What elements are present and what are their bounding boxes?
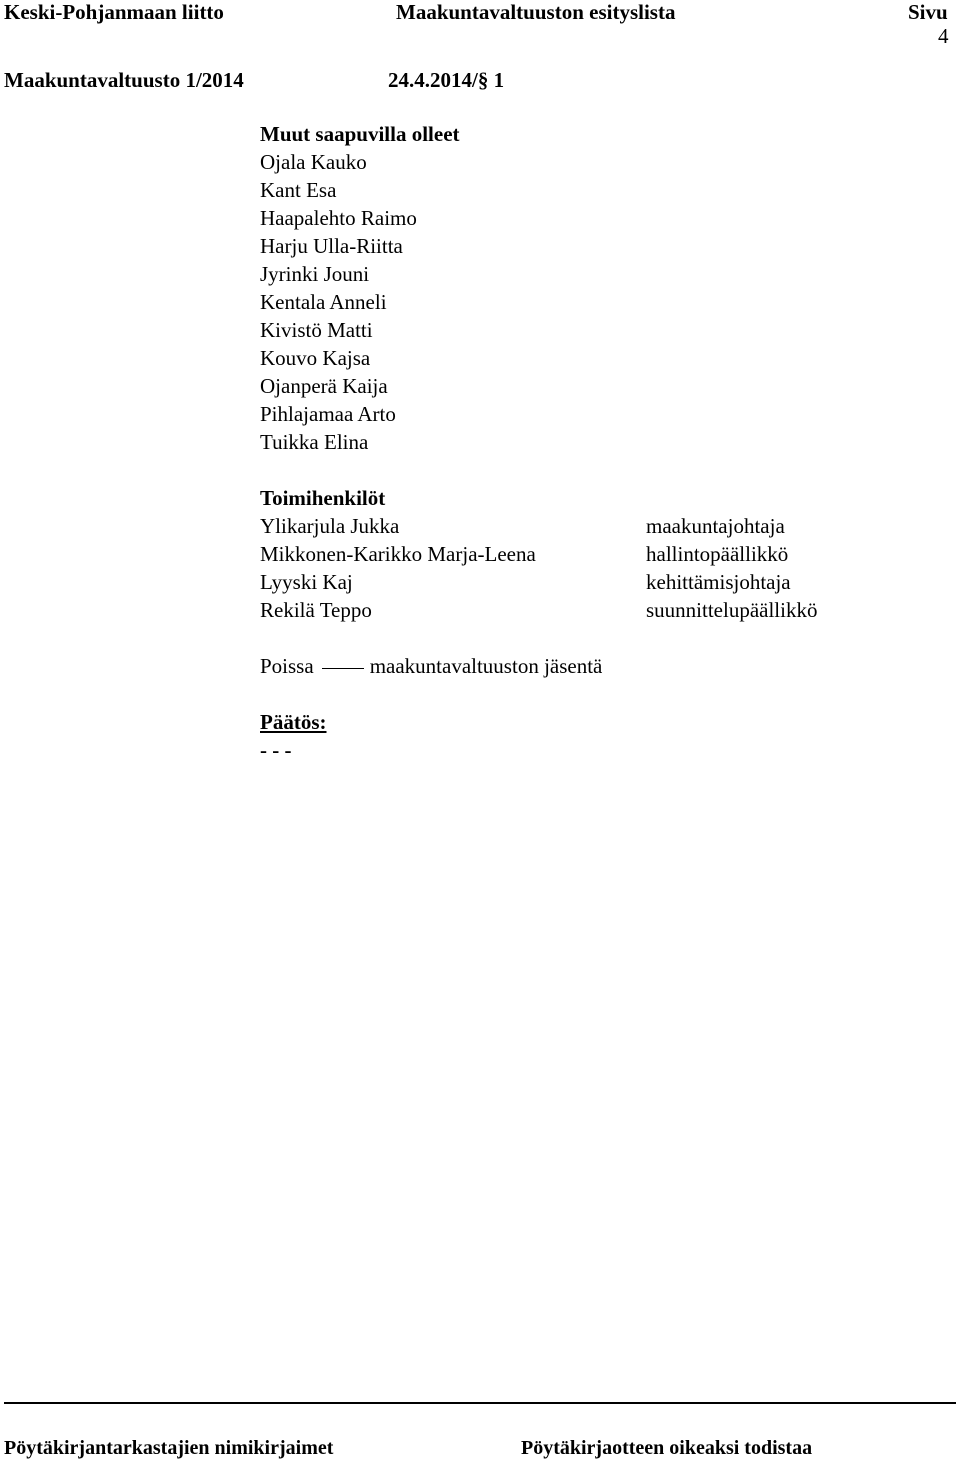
list-item: Jyrinki Jouni bbox=[260, 262, 370, 286]
official-role: maakuntajohtaja bbox=[646, 514, 785, 538]
page-number: 4 bbox=[938, 24, 949, 48]
footer-left: Pöytäkirjantarkastajien nimikirjaimet bbox=[4, 1437, 334, 1459]
official-name: Rekilä Teppo bbox=[260, 598, 372, 622]
absent-line bbox=[260, 652, 602, 680]
footer-divider bbox=[4, 1402, 956, 1404]
present-heading: Muut saapuvilla olleet bbox=[260, 122, 460, 146]
official-role: hallintopäällikkö bbox=[646, 542, 789, 566]
list-item: Haapalehto Raimo bbox=[260, 206, 417, 230]
officials-names bbox=[260, 512, 536, 624]
date-section: 24.4.2014/§ 1 bbox=[388, 68, 505, 92]
decision-heading: Päätös: bbox=[260, 710, 327, 734]
official-role: kehittämisjohtaja bbox=[646, 570, 791, 594]
decision-text: - - - bbox=[260, 738, 292, 762]
officials-roles bbox=[646, 512, 817, 624]
list-item: Kivistö Matti bbox=[260, 318, 373, 342]
official-name: Ylikarjula Jukka bbox=[260, 514, 400, 538]
official-role: suunnittelupäällikkö bbox=[646, 598, 818, 622]
official-name: Mikkonen-Karikko Marja-Leena bbox=[260, 542, 536, 566]
footer-right: Pöytäkirjaotteen oikeaksi todistaa bbox=[521, 1437, 813, 1459]
list-item: Ojanperä Kaija bbox=[260, 374, 388, 398]
list-item: Kouvo Kajsa bbox=[260, 346, 371, 370]
absent-prefix: Poissa bbox=[260, 654, 314, 678]
absent-count-blank bbox=[322, 668, 364, 669]
meeting-label: Maakuntavaltuusto 1/2014 bbox=[4, 68, 244, 92]
page-label: Sivu bbox=[908, 0, 948, 24]
list-item: Kant Esa bbox=[260, 178, 337, 202]
list-item: Pihlajamaa Arto bbox=[260, 402, 396, 426]
list-item: Ojala Kauko bbox=[260, 150, 367, 174]
organization-name: Keski-Pohjanmaan liitto bbox=[4, 0, 224, 24]
list-item: Kentala Anneli bbox=[260, 290, 387, 314]
document-title: Maakuntavaltuuston esityslista bbox=[396, 0, 676, 24]
list-item: Harju Ulla-Riitta bbox=[260, 234, 403, 258]
official-name: Lyyski Kaj bbox=[260, 570, 353, 594]
officials-heading: Toimihenkilöt bbox=[260, 486, 386, 510]
list-item: Tuikka Elina bbox=[260, 430, 369, 454]
present-list bbox=[260, 120, 460, 456]
absent-suffix: maakuntavaltuuston jäsentä bbox=[369, 654, 603, 678]
